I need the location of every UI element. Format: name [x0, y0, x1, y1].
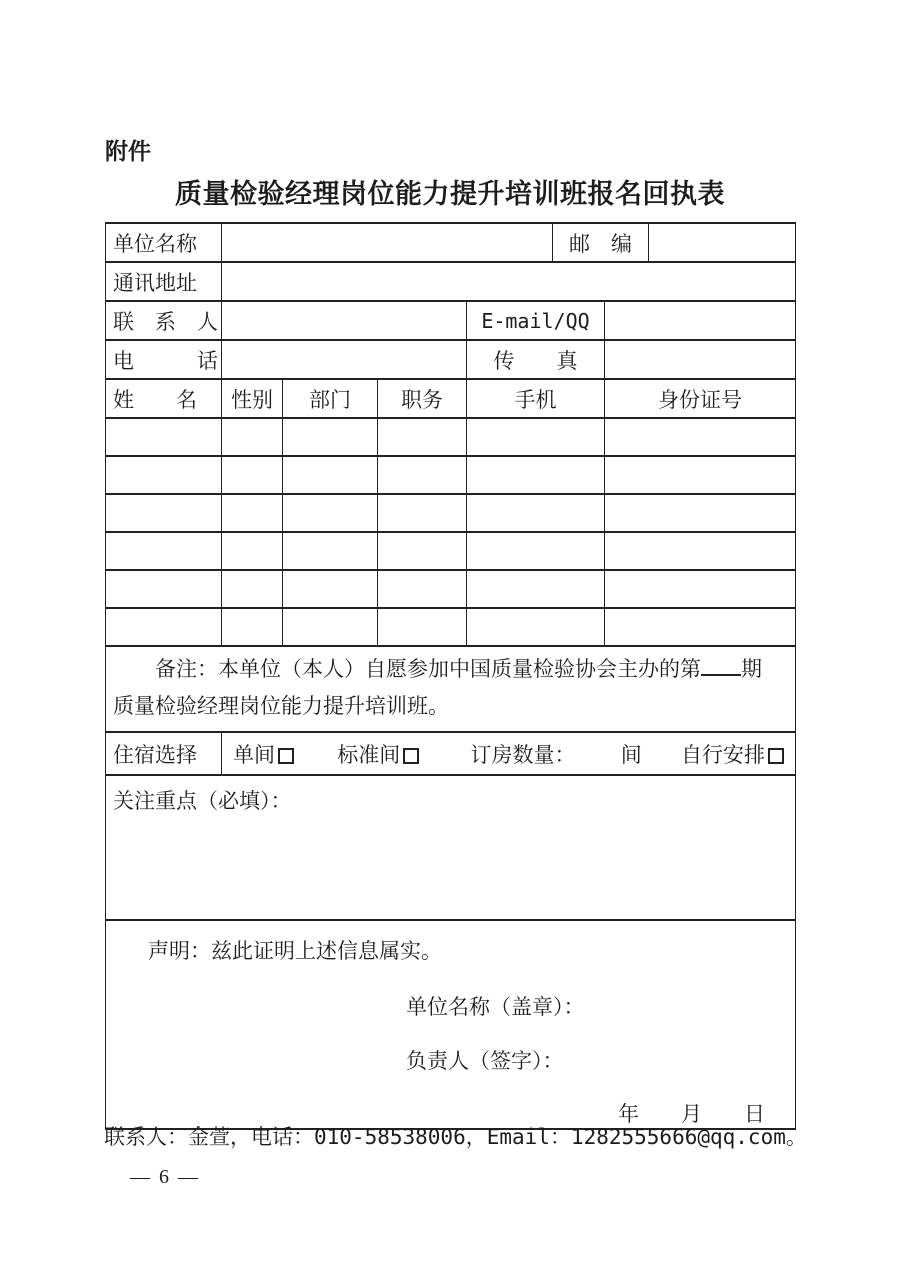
cell-id-number	[605, 418, 796, 456]
cell-mobile	[467, 570, 605, 608]
cell-department	[283, 456, 378, 494]
header-gender: 性别	[222, 379, 283, 418]
cell-department	[283, 608, 378, 646]
unit-name-field	[222, 223, 553, 262]
attendee-empty-row	[106, 570, 796, 608]
page-number: — 6 —	[130, 1166, 200, 1188]
option-standard-room	[337, 739, 419, 769]
fax-label: 传 真	[467, 340, 605, 379]
cell-mobile	[467, 418, 605, 456]
cell-gender	[222, 532, 283, 570]
cell-name	[106, 608, 222, 646]
address-row	[106, 262, 796, 301]
cell-position	[378, 456, 467, 494]
header-department: 部门	[283, 379, 378, 418]
postcode-label: 邮 编	[553, 223, 649, 262]
option-self-arrange	[681, 739, 784, 769]
remark-row	[106, 646, 796, 732]
attendee-header-row	[106, 379, 796, 418]
header-position: 职务	[378, 379, 467, 418]
cell-department	[283, 494, 378, 532]
cell-position	[378, 532, 467, 570]
phone-label: 电 话	[106, 340, 222, 379]
cell-id-number	[605, 608, 796, 646]
cell-position	[378, 570, 467, 608]
remark-line1	[113, 651, 785, 688]
cell-position	[378, 608, 467, 646]
unit-seal-label: 单位名称（盖章）：	[406, 995, 585, 1019]
postcode-field	[649, 223, 796, 262]
cell-department	[283, 418, 378, 456]
cell-mobile	[467, 532, 605, 570]
page-title: 质量检验经理岗位能力提升培训班报名回执表	[175, 179, 725, 209]
standard-room-label: 标准间	[337, 742, 401, 767]
cell-mobile	[467, 494, 605, 532]
accommodation-options-cell	[222, 732, 796, 775]
registration-form-table	[105, 222, 796, 1130]
email-label: E-mail/QQ	[467, 301, 605, 340]
address-field	[222, 262, 796, 301]
remark-cell	[106, 646, 796, 732]
unit-name-row	[106, 223, 796, 262]
date-label: 年 月 日	[618, 1102, 765, 1126]
cell-position	[378, 418, 467, 456]
focus-row	[106, 775, 796, 920]
cell-name	[106, 494, 222, 532]
phone-field	[222, 340, 467, 379]
room-count-label: 订房数量：	[470, 742, 576, 767]
cell-id-number	[605, 494, 796, 532]
standard-room-checkbox	[403, 748, 419, 764]
self-arrange-label: 自行安排	[681, 742, 765, 767]
signer-label: 负责人（签字）：	[406, 1049, 564, 1073]
remark-text-suffix: 期	[741, 657, 762, 681]
cell-department	[283, 532, 378, 570]
phone-row	[106, 340, 796, 379]
focus-label: 关注重点（必填）：	[113, 789, 292, 813]
self-arrange-checkbox	[768, 748, 784, 764]
cell-gender	[222, 494, 283, 532]
cell-name	[106, 456, 222, 494]
accommodation-label: 住宿选择	[106, 732, 222, 775]
email-field	[605, 301, 796, 340]
address-label: 通讯地址	[106, 262, 222, 301]
cell-gender	[222, 456, 283, 494]
cell-id-number	[605, 532, 796, 570]
focus-cell	[106, 775, 796, 920]
single-room-checkbox	[278, 748, 294, 764]
cell-gender	[222, 608, 283, 646]
attendee-empty-row	[106, 494, 796, 532]
attendee-empty-row	[106, 532, 796, 570]
cell-id-number	[605, 570, 796, 608]
cell-gender	[222, 570, 283, 608]
header-name: 姓 名	[106, 379, 222, 418]
header-id-number: 身份证号	[605, 379, 796, 418]
cell-department	[283, 570, 378, 608]
cell-mobile	[467, 608, 605, 646]
cell-name	[106, 570, 222, 608]
declaration-cell	[106, 920, 796, 1129]
cell-id-number	[605, 456, 796, 494]
fax-field	[605, 340, 796, 379]
contact-footer: 联系人：金萱，电话：010-58538006，Email：1282555666@qq.com。	[104, 1125, 807, 1149]
cell-mobile	[467, 456, 605, 494]
contact-row	[106, 301, 796, 340]
contact-field	[222, 301, 467, 340]
single-room-label: 单间	[233, 742, 275, 767]
option-single-room	[233, 739, 294, 769]
declaration-row	[106, 920, 796, 1129]
room-unit-label: 间	[620, 742, 642, 767]
attendee-empty-row	[106, 608, 796, 646]
attendee-empty-row	[106, 456, 796, 494]
accommodation-row	[106, 732, 796, 775]
cell-name	[106, 418, 222, 456]
attendee-empty-row	[106, 418, 796, 456]
declaration-statement: 声明：兹此证明上述信息属实。	[148, 939, 442, 963]
remark-line2: 质量检验经理岗位能力提升培训班。	[113, 694, 449, 718]
attachment-label: 附件	[105, 138, 151, 164]
remark-text-prefix: 备注：本单位（本人）自愿参加中国质量检验协会主办的第	[155, 657, 701, 681]
cell-name	[106, 532, 222, 570]
cell-position	[378, 494, 467, 532]
blank-underline	[701, 655, 741, 676]
header-mobile: 手机	[467, 379, 605, 418]
cell-gender	[222, 418, 283, 456]
unit-name-label: 单位名称	[106, 223, 222, 262]
contact-label: 联 系 人	[106, 301, 222, 340]
